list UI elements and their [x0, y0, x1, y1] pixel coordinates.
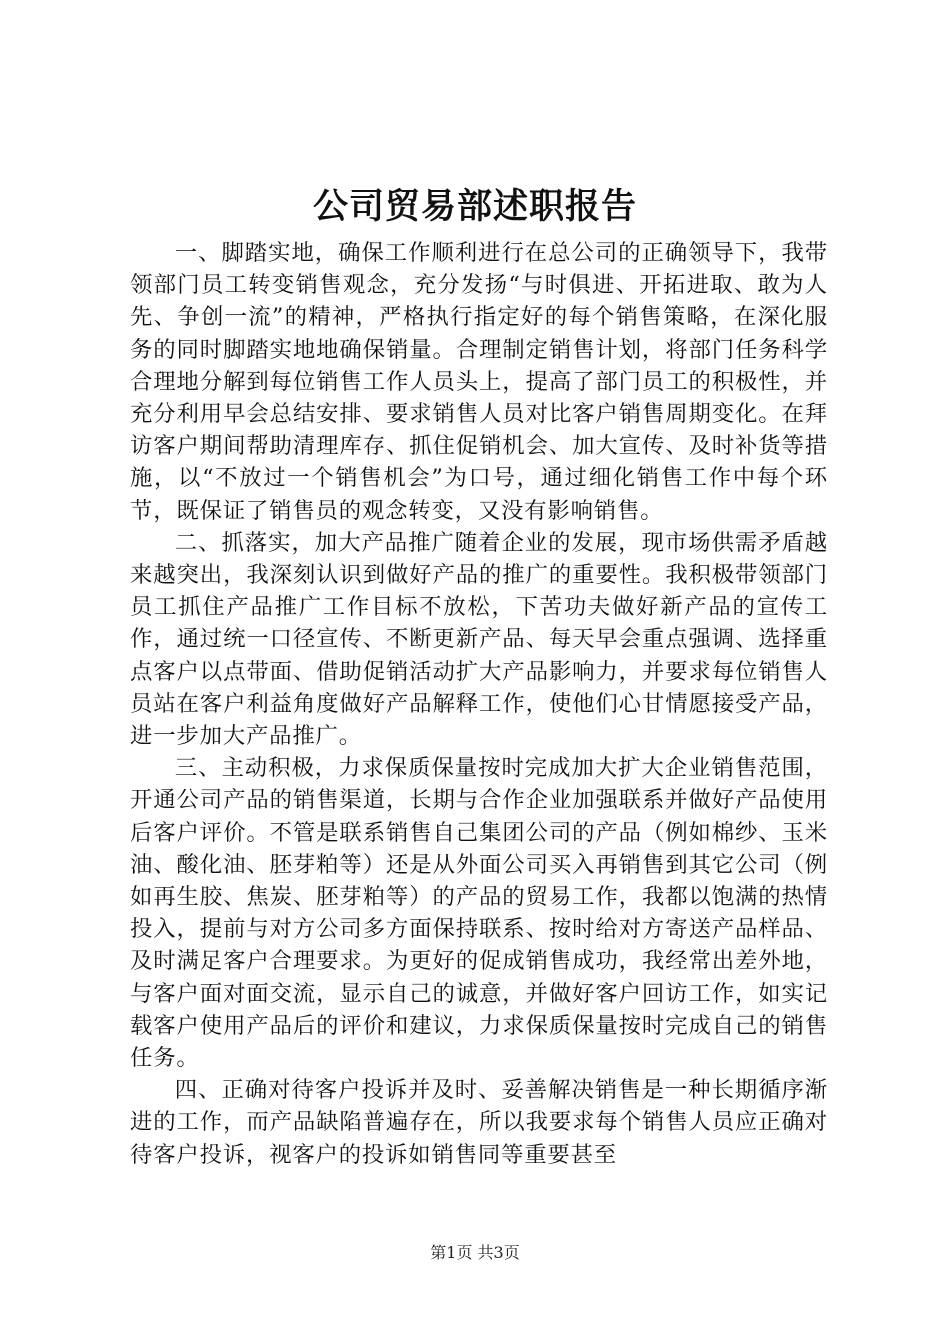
paragraph-2: 二、抓落实，加大产品推广随着企业的发展，现市场供需矛盾越来越突出，我深刻认识到做好产品的推广的重要性。我积极带领部门员工抓住产品推广工作目标不放松，下苦功夫做好新产品的宣传工作，通过统一口径宣传、不断更新产品、每天早会重点强调、选择重点客户以点带面、借助促销活动扩大产品影响力，并要求每位销售人员站在客户利益角度做好产品解释工作，使他们心甘情愿接受产品，进一步加大产品推广。	[130, 529, 828, 750]
page-number-label: 第1页 共3页	[430, 1243, 520, 1262]
paragraph-3: 三、主动积极，力求保质保量按时完成加大扩大企业销售范围，开通公司产品的销售渠道，长期与合作企业加强联系并做好产品使用后客户评价。不管是联系销售自己集团公司的产品（例如棉纱、玉米油、酸化油、胚芽粕等）还是从外面公司买入再销售到其它公司（例如再生胶、焦炭、胚芽粕等）的产品的贸易工作，我都以饱满的热情投入，提前与对方公司多方面保持联系、按时给对方寄送产品样品、及时满足客户合理要求。为更好的促成销售成功，我经常出差外地，与客户面对面交流，显示自己的诚意，并做好客户回访工作，如实记载客户使用产品后的评价和建议，力求保质保量按时完成自己的销售任务。	[130, 755, 828, 1072]
paragraph-4: 四、正确对待客户投诉并及时、妥善解决销售是一种长期循序渐进的工作，而产品缺陷普遍存在，所以我要求每个销售人员应正确对待客户投诉，视客户的投诉如销售同等重要甚至	[130, 1077, 828, 1168]
page-footer	[0, 1242, 950, 1264]
paragraph-1: 一、脚踏实地，确保工作顺利进行在总公司的正确领导下，我带领部门员工转变销售观念，充分发扬“与时俱进、开拓进取、敢为人先、争创一流”的精神，严格执行指定好的每个销售策略，在深化服务的同时脚踏实地地确保销量。合理制定销售计划，将部门任务科学合理地分解到每位销售工作人员头上，提高了部门员工的积极性，并充分利用早会总结安排、要求销售人员对比客户销售周期变化。在拜访客户期间帮助清理库存、抓住促销机会、加大宣传、及时补货等措施，以“不放过一个销售机会”为口号，通过细化销售工作中每个环节，既保证了销售员的观念转变，又没有影响销售。	[130, 240, 828, 524]
document-body	[130, 237, 828, 1171]
document-title: 公司贸易部述职报告	[312, 186, 637, 227]
